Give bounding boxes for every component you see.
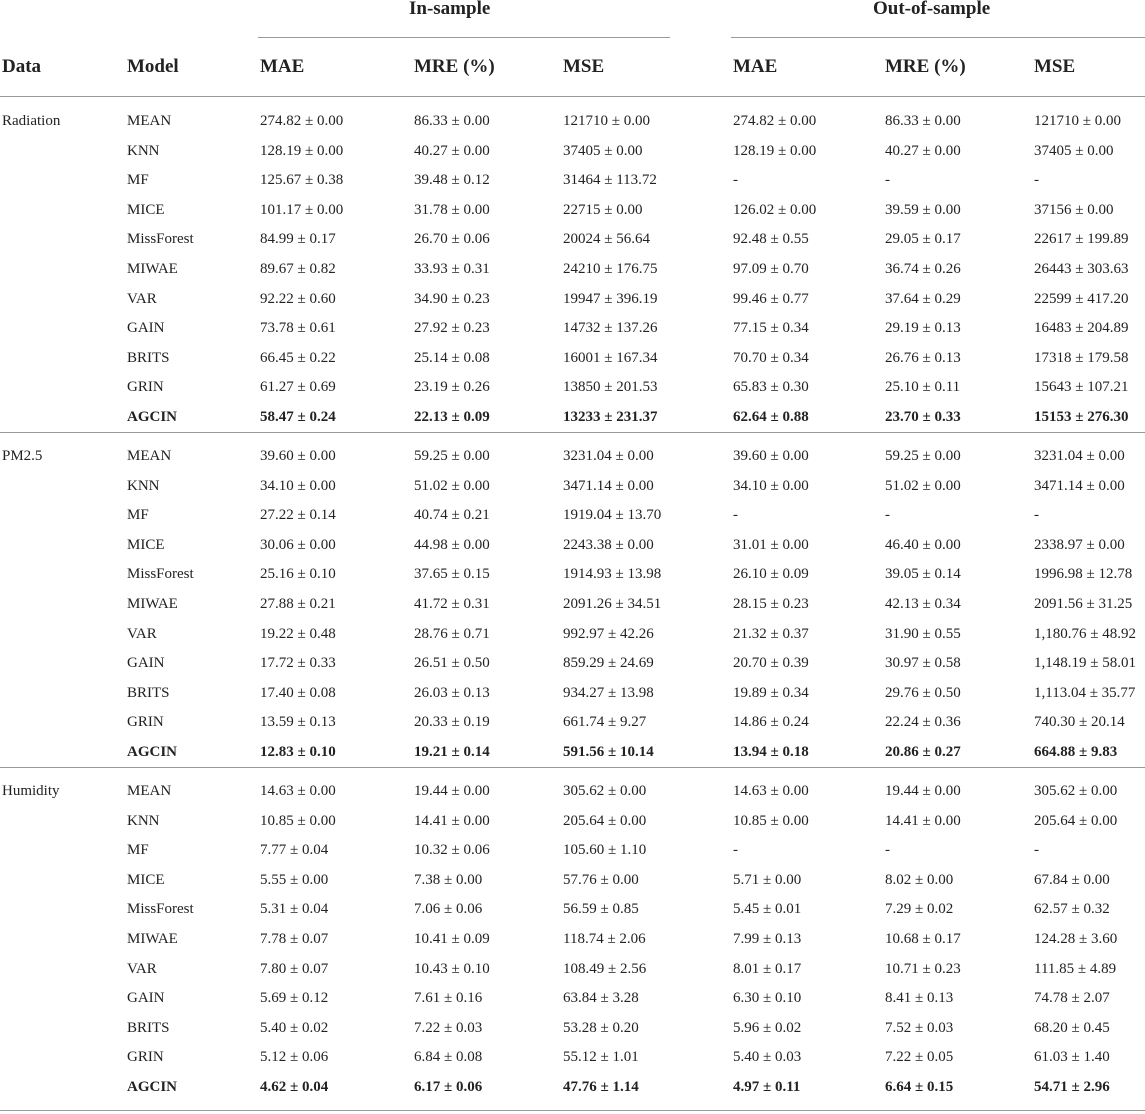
- value-cell: 26.51 ± 0.50: [414, 655, 490, 672]
- value-cell: 20.33 ± 0.19: [414, 714, 490, 731]
- value-cell: 21.32 ± 0.37: [733, 625, 809, 642]
- value-cell: 125.67 ± 0.38: [260, 172, 344, 189]
- model-name-cell: KNN: [127, 142, 160, 159]
- value-cell: 128.19 ± 0.00: [733, 142, 817, 159]
- value-cell: 10.68 ± 0.17: [885, 931, 961, 947]
- value-cell: 33.93 ± 0.31: [414, 261, 490, 277]
- value-cell: 27.92 ± 0.23: [414, 320, 490, 337]
- model-name-cell: MEAN: [127, 448, 172, 464]
- value-cell: 6.84 ± 0.08: [414, 1049, 483, 1066]
- model-name-cell: GAIN: [127, 320, 165, 337]
- value-cell: 1,113.04 ± 35.77: [1034, 684, 1136, 701]
- value-cell: 305.62 ± 0.00: [1034, 783, 1118, 799]
- value-cell: 89.67 ± 0.82: [260, 261, 336, 277]
- model-name-cell: MissForest: [127, 901, 194, 918]
- table-row: [0, 836, 1145, 865]
- value-cell: 17.40 ± 0.08: [260, 684, 336, 701]
- value-cell: 27.22 ± 0.14: [260, 507, 336, 524]
- table-row: [0, 866, 1145, 895]
- column-header-out-mse: MSE: [1034, 56, 1076, 77]
- value-cell: 2091.56 ± 31.25: [1034, 596, 1133, 612]
- value-cell: 5.12 ± 0.06: [260, 1049, 329, 1066]
- group-header-in-sample: In-sample: [409, 0, 491, 19]
- table-row: [0, 560, 1145, 589]
- table-row: [0, 196, 1145, 225]
- value-cell: 39.59 ± 0.00: [885, 201, 961, 218]
- value-cell: 77.15 ± 0.34: [733, 320, 809, 337]
- value-cell: 41.72 ± 0.31: [414, 596, 490, 612]
- value-cell: 37405 ± 0.00: [1034, 142, 1114, 159]
- value-cell: 58.47 ± 0.24: [260, 409, 336, 425]
- model-name-cell: MICE: [127, 201, 165, 218]
- value-cell: 23.19 ± 0.26: [414, 379, 490, 396]
- value-cell: 59.25 ± 0.00: [414, 448, 490, 464]
- value-cell: -: [1034, 172, 1039, 189]
- value-cell: 37405 ± 0.00: [563, 142, 643, 159]
- value-cell: 25.14 ± 0.08: [414, 349, 490, 366]
- value-cell: 111.85 ± 4.89: [1034, 960, 1117, 977]
- value-cell: 5.40 ± 0.02: [260, 1019, 329, 1036]
- value-cell: 22715 ± 0.00: [563, 201, 643, 218]
- model-name-cell: MIWAE: [127, 596, 178, 612]
- value-cell: 10.32 ± 0.06: [414, 842, 490, 859]
- value-cell: 22599 ± 417.20: [1034, 290, 1129, 307]
- column-header-out-mae: MAE: [733, 56, 778, 77]
- value-cell: 6.30 ± 0.10: [733, 990, 802, 1007]
- model-name-cell: KNN: [127, 812, 160, 829]
- value-cell: 12.83 ± 0.10: [260, 744, 336, 760]
- value-cell: 10.41 ± 0.09: [414, 931, 490, 947]
- value-cell: 29.76 ± 0.50: [885, 684, 961, 701]
- dataset-label: PM2.5: [2, 448, 43, 464]
- value-cell: 68.20 ± 0.45: [1034, 1019, 1110, 1036]
- value-cell: 19.44 ± 0.00: [885, 783, 961, 799]
- value-cell: 5.31 ± 0.04: [260, 901, 329, 918]
- value-cell: 31.78 ± 0.00: [414, 201, 490, 218]
- value-cell: 205.64 ± 0.00: [563, 812, 647, 829]
- value-cell: 39.60 ± 0.00: [260, 448, 336, 464]
- value-cell: 73.78 ± 0.61: [260, 320, 336, 337]
- table-row: [0, 285, 1145, 314]
- column-header-data: Data: [2, 56, 42, 77]
- value-cell: 86.33 ± 0.00: [414, 113, 490, 129]
- value-cell: 14.41 ± 0.00: [885, 812, 961, 829]
- column-header-in-mae: MAE: [260, 56, 305, 77]
- value-cell: 13233 ± 231.37: [563, 409, 658, 425]
- model-name-cell: AGCIN: [127, 744, 178, 760]
- value-cell: 92.48 ± 0.55: [733, 231, 809, 248]
- value-cell: 6.64 ± 0.15: [885, 1079, 954, 1095]
- value-cell: 20024 ± 56.64: [563, 231, 650, 248]
- value-cell: 34.90 ± 0.23: [414, 290, 490, 307]
- value-cell: -: [885, 172, 890, 189]
- column-header-in-mre: MRE (%): [414, 56, 495, 77]
- value-cell: 16483 ± 204.89: [1034, 320, 1129, 337]
- value-cell: 51.02 ± 0.00: [885, 477, 961, 494]
- model-name-cell: AGCIN: [127, 409, 178, 425]
- value-cell: 14.41 ± 0.00: [414, 812, 490, 829]
- value-cell: 2338.97 ± 0.00: [1034, 536, 1125, 553]
- value-cell: 26.70 ± 0.06: [414, 231, 490, 248]
- value-cell: 19.89 ± 0.34: [733, 684, 809, 701]
- value-cell: 20.70 ± 0.39: [733, 655, 809, 672]
- value-cell: 39.60 ± 0.00: [733, 448, 809, 464]
- value-cell: 61.27 ± 0.69: [260, 379, 336, 396]
- value-cell: 70.70 ± 0.34: [733, 349, 809, 366]
- value-cell: 8.41 ± 0.13: [885, 990, 954, 1007]
- dataset-separator: [0, 767, 1145, 768]
- value-cell: 14732 ± 137.26: [563, 320, 658, 337]
- value-cell: 5.96 ± 0.02: [733, 1019, 802, 1036]
- table-row: [0, 925, 1145, 954]
- value-cell: 22617 ± 199.89: [1034, 231, 1129, 248]
- model-name-cell: KNN: [127, 477, 160, 494]
- value-cell: 13.94 ± 0.18: [733, 744, 809, 760]
- table-row: [0, 777, 1145, 806]
- column-header-out-mre: MRE (%): [885, 56, 966, 77]
- value-cell: 25.16 ± 0.10: [260, 566, 336, 583]
- value-cell: 10.85 ± 0.00: [733, 812, 809, 829]
- value-cell: 19.22 ± 0.48: [260, 625, 336, 642]
- table-row: [0, 895, 1145, 924]
- dataset-label: Radiation: [2, 113, 61, 129]
- value-cell: 16001 ± 167.34: [563, 349, 658, 366]
- model-name-cell: GAIN: [127, 655, 165, 672]
- value-cell: 34.10 ± 0.00: [733, 477, 809, 494]
- value-cell: 56.59 ± 0.85: [563, 901, 639, 918]
- model-name-cell: MF: [127, 507, 149, 524]
- value-cell: 205.64 ± 0.00: [1034, 812, 1118, 829]
- model-name-cell: MICE: [127, 871, 165, 888]
- value-cell: 97.09 ± 0.70: [733, 261, 809, 277]
- column-header-model: Model: [127, 56, 179, 77]
- value-cell: 1996.98 ± 12.78: [1034, 566, 1133, 583]
- value-cell: 40.27 ± 0.00: [885, 142, 961, 159]
- table-row: [0, 166, 1145, 195]
- value-cell: 20.86 ± 0.27: [885, 744, 961, 760]
- table-row: [0, 1073, 1145, 1102]
- model-name-cell: GRIN: [127, 714, 164, 731]
- value-cell: 1914.93 ± 13.98: [563, 566, 662, 583]
- value-cell: 37.65 ± 0.15: [414, 566, 490, 583]
- value-cell: 10.71 ± 0.23: [885, 960, 961, 977]
- model-name-cell: MissForest: [127, 566, 194, 583]
- value-cell: -: [733, 842, 738, 859]
- value-cell: 14.63 ± 0.00: [260, 783, 336, 799]
- value-cell: 934.27 ± 13.98: [563, 684, 654, 701]
- value-cell: -: [733, 172, 738, 189]
- value-cell: 3231.04 ± 0.00: [1034, 448, 1125, 464]
- value-cell: 66.45 ± 0.22: [260, 349, 336, 366]
- value-cell: 25.10 ± 0.11: [885, 379, 961, 396]
- value-cell: 7.29 ± 0.02: [885, 901, 954, 918]
- value-cell: 1919.04 ± 13.70: [563, 507, 662, 524]
- value-cell: 108.49 ± 2.56: [563, 960, 647, 977]
- value-cell: 57.76 ± 0.00: [563, 871, 639, 888]
- value-cell: 29.05 ± 0.17: [885, 231, 961, 248]
- value-cell: 128.19 ± 0.00: [260, 142, 344, 159]
- value-cell: 19.44 ± 0.00: [414, 783, 490, 799]
- value-cell: 26443 ± 303.63: [1034, 261, 1129, 277]
- value-cell: 10.85 ± 0.00: [260, 812, 336, 829]
- value-cell: 5.45 ± 0.01: [733, 901, 802, 918]
- value-cell: 105.60 ± 1.10: [563, 842, 647, 859]
- value-cell: 118.74 ± 2.06: [563, 931, 646, 947]
- value-cell: 37156 ± 0.00: [1034, 201, 1114, 218]
- value-cell: -: [885, 507, 890, 524]
- value-cell: 121710 ± 0.00: [563, 113, 650, 129]
- value-cell: 13.59 ± 0.13: [260, 714, 336, 731]
- value-cell: 2243.38 ± 0.00: [563, 536, 654, 553]
- value-cell: 39.05 ± 0.14: [885, 566, 961, 583]
- value-cell: 13850 ± 201.53: [563, 379, 658, 396]
- table-row: [0, 225, 1145, 254]
- table-row: [0, 738, 1145, 767]
- value-cell: 42.13 ± 0.34: [885, 596, 961, 612]
- value-cell: 55.12 ± 1.01: [563, 1049, 639, 1066]
- table-row: [0, 531, 1145, 560]
- value-cell: 24210 ± 176.75: [563, 261, 658, 277]
- value-cell: 3471.14 ± 0.00: [1034, 477, 1125, 494]
- value-cell: 63.84 ± 3.28: [563, 990, 639, 1007]
- value-cell: 14.63 ± 0.00: [733, 783, 809, 799]
- model-name-cell: MIWAE: [127, 261, 178, 277]
- model-name-cell: MF: [127, 172, 149, 189]
- model-name-cell: GAIN: [127, 990, 165, 1007]
- value-cell: 992.97 ± 42.26: [563, 625, 654, 642]
- value-cell: 54.71 ± 2.96: [1034, 1079, 1110, 1095]
- table-row: [0, 649, 1145, 678]
- value-cell: 15153 ± 276.30: [1034, 409, 1129, 425]
- model-name-cell: GRIN: [127, 1049, 164, 1066]
- table-row: [0, 314, 1145, 343]
- table-row: [0, 1014, 1145, 1043]
- value-cell: 101.17 ± 0.00: [260, 201, 344, 218]
- value-cell: 7.80 ± 0.07: [260, 960, 329, 977]
- value-cell: 5.40 ± 0.03: [733, 1049, 802, 1066]
- value-cell: 22.24 ± 0.36: [885, 714, 961, 731]
- value-cell: 31.90 ± 0.55: [885, 625, 961, 642]
- table-row: [0, 255, 1145, 284]
- value-cell: 3231.04 ± 0.00: [563, 448, 654, 464]
- value-cell: 28.15 ± 0.23: [733, 596, 809, 612]
- value-cell: 67.84 ± 0.00: [1034, 871, 1110, 888]
- model-name-cell: BRITS: [127, 1019, 170, 1036]
- table-row: [0, 344, 1145, 373]
- table-row: [0, 403, 1145, 432]
- model-name-cell: MEAN: [127, 783, 172, 799]
- value-cell: 46.40 ± 0.00: [885, 536, 961, 553]
- value-cell: 5.55 ± 0.00: [260, 871, 329, 888]
- table-bottom-rule: [0, 1110, 1145, 1111]
- model-name-cell: VAR: [127, 625, 157, 642]
- value-cell: 86.33 ± 0.00: [885, 113, 961, 129]
- table-row: [0, 708, 1145, 737]
- value-cell: 36.74 ± 0.26: [885, 261, 961, 277]
- value-cell: 74.78 ± 2.07: [1034, 990, 1110, 1007]
- value-cell: 30.06 ± 0.00: [260, 536, 336, 553]
- value-cell: 27.88 ± 0.21: [260, 596, 336, 612]
- group-header-out-of-sample: Out-of-sample: [873, 0, 991, 19]
- value-cell: 591.56 ± 10.14: [563, 744, 654, 760]
- value-cell: 124.28 ± 3.60: [1034, 931, 1118, 947]
- model-name-cell: MICE: [127, 536, 165, 553]
- model-name-cell: VAR: [127, 290, 157, 307]
- value-cell: 65.83 ± 0.30: [733, 379, 809, 396]
- table-row: [0, 679, 1145, 708]
- model-name-cell: GRIN: [127, 379, 164, 396]
- value-cell: 17318 ± 179.58: [1034, 349, 1129, 366]
- value-cell: 10.43 ± 0.10: [414, 960, 490, 977]
- dataset-separator: [0, 432, 1145, 433]
- value-cell: -: [1034, 507, 1039, 524]
- table-row: [0, 807, 1145, 836]
- value-cell: 305.62 ± 0.00: [563, 783, 647, 799]
- value-cell: 92.22 ± 0.60: [260, 290, 336, 307]
- value-cell: 7.99 ± 0.13: [733, 931, 802, 947]
- value-cell: 4.97 ± 0.11: [733, 1079, 801, 1095]
- value-cell: 40.74 ± 0.21: [414, 507, 490, 524]
- header-bottom-rule: [0, 96, 1145, 97]
- value-cell: 7.78 ± 0.07: [260, 931, 329, 947]
- value-cell: 740.30 ± 20.14: [1034, 714, 1125, 731]
- value-cell: 7.52 ± 0.03: [885, 1019, 954, 1036]
- value-cell: 3471.14 ± 0.00: [563, 477, 654, 494]
- value-cell: 59.25 ± 0.00: [885, 448, 961, 464]
- value-cell: 26.03 ± 0.13: [414, 684, 490, 701]
- value-cell: 661.74 ± 9.27: [563, 714, 647, 731]
- value-cell: 26.76 ± 0.13: [885, 349, 961, 366]
- value-cell: 53.28 ± 0.20: [563, 1019, 639, 1036]
- value-cell: 61.03 ± 1.40: [1034, 1049, 1110, 1066]
- value-cell: 859.29 ± 24.69: [563, 655, 654, 672]
- dataset-label: Humidity: [2, 783, 60, 799]
- group-underline-in-sample: [258, 37, 670, 38]
- model-name-cell: BRITS: [127, 349, 170, 366]
- value-cell: 7.22 ± 0.03: [414, 1019, 483, 1036]
- value-cell: -: [733, 507, 738, 524]
- value-cell: 7.77 ± 0.04: [260, 842, 329, 859]
- value-cell: 19.21 ± 0.14: [414, 744, 490, 760]
- table-row: [0, 590, 1145, 619]
- value-cell: 22.13 ± 0.09: [414, 409, 490, 425]
- model-name-cell: BRITS: [127, 684, 170, 701]
- value-cell: 1,180.76 ± 48.92: [1034, 625, 1136, 642]
- model-name-cell: VAR: [127, 960, 157, 977]
- model-name-cell: MissForest: [127, 231, 194, 248]
- value-cell: 8.01 ± 0.17: [733, 960, 802, 977]
- model-name-cell: AGCIN: [127, 1079, 178, 1095]
- model-name-cell: MF: [127, 842, 149, 859]
- value-cell: 5.71 ± 0.00: [733, 871, 802, 888]
- value-cell: 7.38 ± 0.00: [414, 871, 483, 888]
- value-cell: 28.76 ± 0.71: [414, 625, 490, 642]
- value-cell: 15643 ± 107.21: [1034, 379, 1129, 396]
- value-cell: 5.69 ± 0.12: [260, 990, 329, 1007]
- value-cell: 4.62 ± 0.04: [260, 1079, 329, 1095]
- value-cell: 6.17 ± 0.06: [414, 1079, 483, 1095]
- table-row: [0, 442, 1145, 471]
- value-cell: 40.27 ± 0.00: [414, 142, 490, 159]
- table-row: [0, 373, 1145, 402]
- value-cell: 19947 ± 396.19: [563, 290, 658, 307]
- value-cell: 8.02 ± 0.00: [885, 871, 954, 888]
- value-cell: 44.98 ± 0.00: [414, 536, 490, 553]
- value-cell: 34.10 ± 0.00: [260, 477, 336, 494]
- value-cell: 7.06 ± 0.06: [414, 901, 483, 918]
- value-cell: 1,148.19 ± 58.01: [1034, 655, 1136, 672]
- value-cell: -: [1034, 842, 1039, 859]
- value-cell: 99.46 ± 0.77: [733, 290, 809, 307]
- table-row: [0, 501, 1145, 530]
- value-cell: 51.02 ± 0.00: [414, 477, 490, 494]
- value-cell: 62.57 ± 0.32: [1034, 901, 1110, 918]
- value-cell: 30.97 ± 0.58: [885, 655, 961, 672]
- table-row: [0, 620, 1145, 649]
- table-row: [0, 472, 1145, 501]
- value-cell: 274.82 ± 0.00: [260, 113, 344, 129]
- column-header-in-mse: MSE: [563, 56, 605, 77]
- value-cell: 23.70 ± 0.33: [885, 409, 961, 425]
- value-cell: 7.22 ± 0.05: [885, 1049, 954, 1066]
- value-cell: 7.61 ± 0.16: [414, 990, 483, 1007]
- value-cell: 664.88 ± 9.83: [1034, 744, 1118, 760]
- value-cell: 17.72 ± 0.33: [260, 655, 336, 672]
- value-cell: 39.48 ± 0.12: [414, 172, 490, 189]
- group-underline-out-of-sample: [731, 37, 1145, 38]
- value-cell: 31464 ± 113.72: [563, 172, 657, 189]
- model-name-cell: MIWAE: [127, 931, 178, 947]
- table-row: [0, 137, 1145, 166]
- value-cell: 2091.26 ± 34.51: [563, 596, 662, 612]
- model-name-cell: MEAN: [127, 113, 172, 129]
- table-row: [0, 984, 1145, 1013]
- table-row: [0, 955, 1145, 984]
- value-cell: 26.10 ± 0.09: [733, 566, 809, 583]
- value-cell: 31.01 ± 0.00: [733, 536, 809, 553]
- table-row: [0, 107, 1145, 136]
- value-cell: 121710 ± 0.00: [1034, 113, 1121, 129]
- value-cell: 37.64 ± 0.29: [885, 290, 961, 307]
- value-cell: 126.02 ± 0.00: [733, 201, 817, 218]
- value-cell: 29.19 ± 0.13: [885, 320, 961, 337]
- value-cell: 274.82 ± 0.00: [733, 113, 817, 129]
- value-cell: -: [885, 842, 890, 859]
- value-cell: 62.64 ± 0.88: [733, 409, 809, 425]
- value-cell: 84.99 ± 0.17: [260, 231, 336, 248]
- value-cell: 14.86 ± 0.24: [733, 714, 809, 731]
- value-cell: 47.76 ± 1.14: [563, 1079, 639, 1095]
- table-row: [0, 1043, 1145, 1072]
